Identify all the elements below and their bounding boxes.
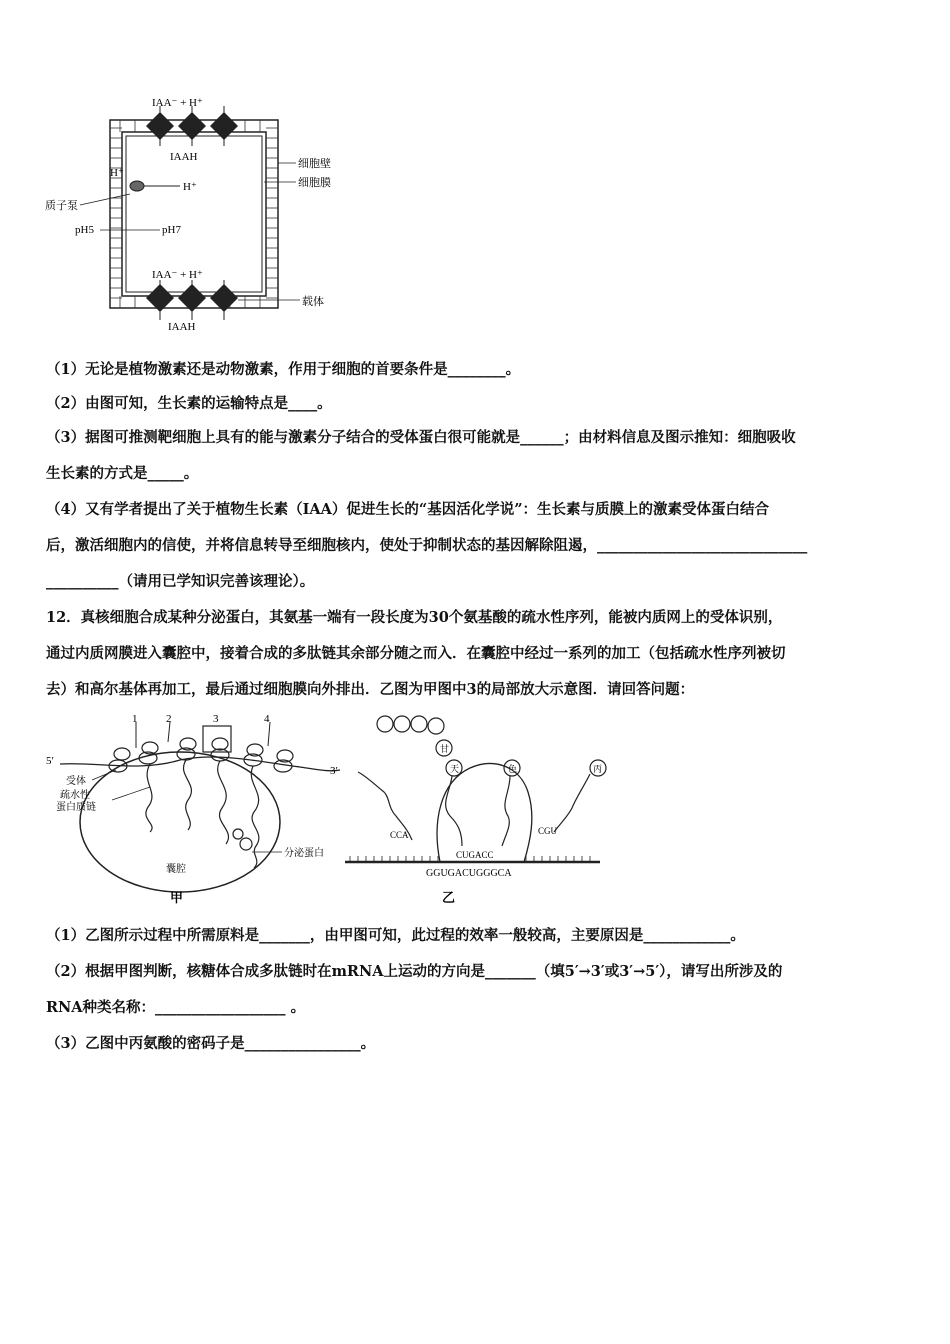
mrna-sequence: GGUGACUGGGCA xyxy=(426,868,512,879)
anticodon-1: CCA xyxy=(390,830,409,840)
ph-in-label: pH7 xyxy=(162,224,181,236)
q11-part1: （1）无论是植物激素还是动物激素，作用于细胞的首要条件是________。 xyxy=(46,361,521,378)
jia-caption: 甲 xyxy=(170,890,184,905)
q11-part3: （3）据图可推测靶细胞上具有的能与激素分子结合的受体蛋白很可能就是______；由材料信息及图示推知：细胞吸收 xyxy=(46,429,796,446)
h-plus-right: H⁺ xyxy=(183,181,197,193)
hydrophobic-label-1: 疏水性 xyxy=(60,790,90,801)
top-label: IAA⁻ + H⁺ xyxy=(152,97,203,109)
q12-intro-3: 去）和高尔基体再加工，最后通过细胞膜向外排出．乙图为甲图中3的局部放大示意图．请回答问题： xyxy=(46,681,695,698)
cell-membrane-label: 细胞膜 xyxy=(298,177,331,189)
aa-trp-label: 色 xyxy=(508,764,518,774)
label-n3: 3 xyxy=(213,713,219,725)
protein-synthesis-diagram xyxy=(40,712,620,908)
q11-part4: （4）又有学者提出了关于植物生长素（IAA）促进生长的“基因活化学说”：生长素与质膜上的激素受体蛋白结合 xyxy=(46,501,770,518)
top-inner-label: IAAH xyxy=(170,151,198,163)
bottom-inner-label: IAAH xyxy=(168,321,196,333)
hydrophobic-label-2: 蛋白质链 xyxy=(56,802,96,813)
q11-part4-cont: 后，激活细胞内的信使，并将信息转导至细胞核内，使处于抑制状态的基因解除阻遏，_____________________________ xyxy=(46,537,808,554)
carrier-label: 载体 xyxy=(302,296,324,308)
aa-asp-label: 天 xyxy=(450,764,460,774)
mrna-strand xyxy=(60,757,340,771)
five-prime-label: 5′ xyxy=(46,755,54,767)
secreted-protein-label: 分泌蛋白 xyxy=(284,848,324,859)
q12-intro-1: 12．真核细胞合成某种分泌蛋白，其氨基一端有一段长度为30个氨基酸的疏水性序列，能被内质网上的受体识别， xyxy=(46,609,783,626)
q12-part2: （2）根据甲图判断，核糖体合成多肽链时在mRNA上运动的方向是_______（填5′→3′或3′→5′），请写出所涉及的 xyxy=(46,963,783,980)
q11-part3-cont: 生长素的方式是_____。 xyxy=(46,465,199,482)
three-prime-label: 3′ xyxy=(330,765,338,777)
label-n1: 1 xyxy=(132,713,138,725)
q12-intro-2: 通过内质网膜进入囊腔中，接着合成的多肽链其余部分随之而入．在囊腔中经过一系列的加工（包括疏水性序列被切 xyxy=(46,645,786,662)
h-plus-left: H⁺ xyxy=(110,167,124,179)
q12-part2-cont: RNA种类名称：__________________ 。 xyxy=(46,999,306,1016)
q12-part3: （3）乙图中丙氨酸的密码子是________________。 xyxy=(46,1035,376,1052)
label-n2: 2 xyxy=(166,713,172,725)
aa-gly-label: 甘 xyxy=(440,744,450,754)
anticodon-2: CUGACC xyxy=(456,850,494,860)
anticodon-3: CGU xyxy=(538,826,558,836)
proton-pump-icon xyxy=(130,181,144,191)
q11-part4-end: __________（请用已学知识完善该理论）。 xyxy=(46,573,315,590)
auxin-transport-diagram xyxy=(40,88,360,338)
label-n4: 4 xyxy=(264,713,270,725)
q12-part1: （1）乙图所示过程中所需原料是_______，由甲图可知，此过程的效率一般较高，主要原因是____________。 xyxy=(46,927,745,944)
ph-out-label: pH5 xyxy=(75,224,94,236)
receptor-label: 受体 xyxy=(66,776,86,787)
bottom-label: IAA⁻ + H⁺ xyxy=(152,269,203,281)
q11-part2: （2）由图可知，生长素的运输特点是____。 xyxy=(46,395,332,412)
lumen-label: 囊腔 xyxy=(166,864,186,875)
aa-ala-label: 丙 xyxy=(593,764,603,774)
cell-wall-label: 细胞壁 xyxy=(298,158,331,170)
pump-label: 质子泵 xyxy=(45,200,78,212)
yi-caption: 乙 xyxy=(442,890,456,905)
